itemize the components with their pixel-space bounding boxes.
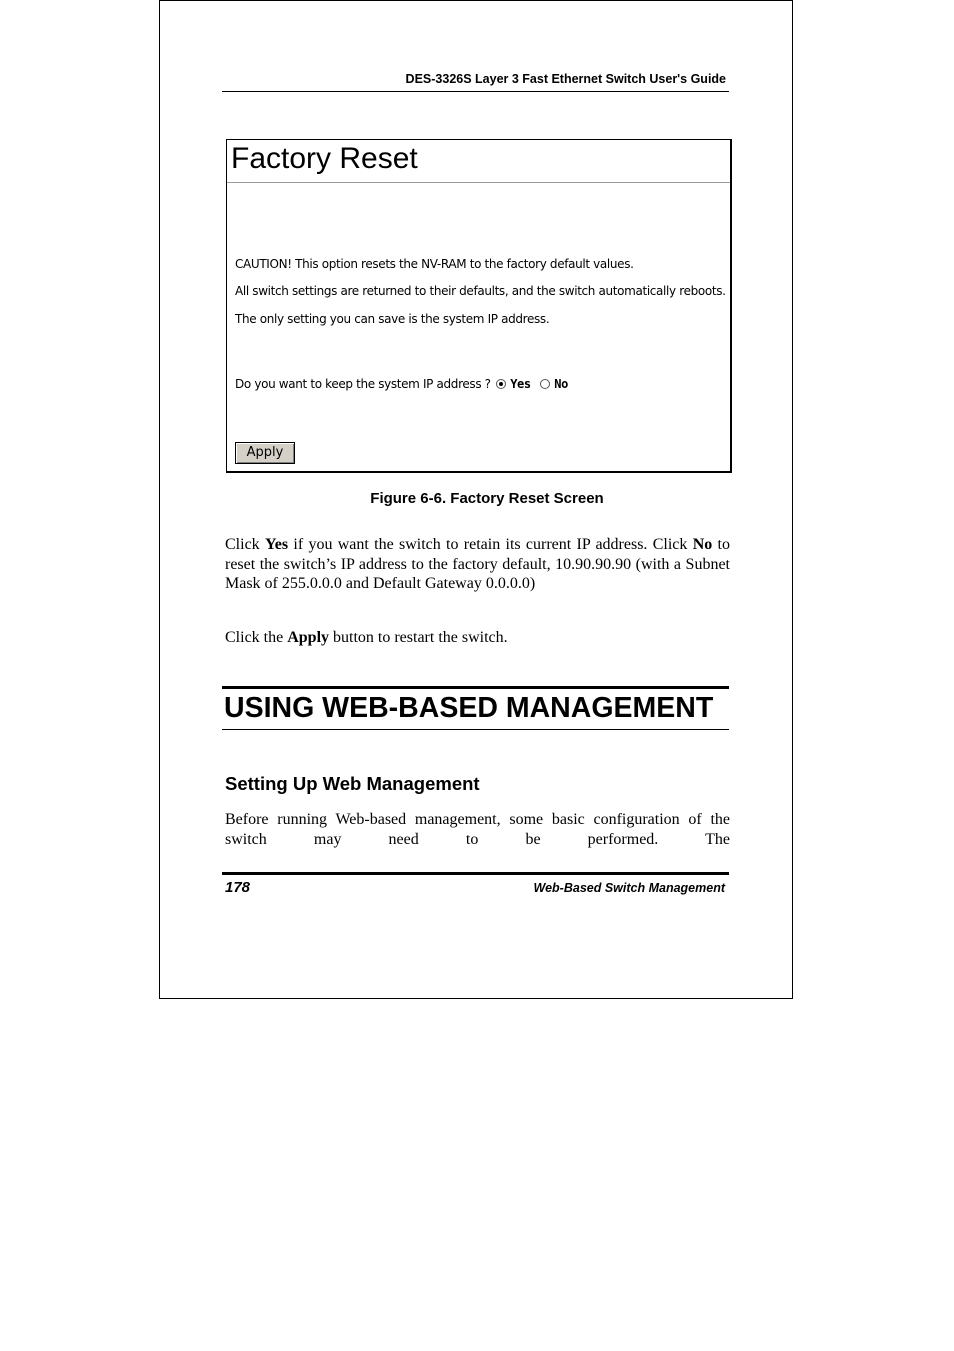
radio-no[interactable] bbox=[540, 379, 550, 389]
text-run: to reset the switch’s IP address to the factory default, 10.90.90.90 (with a Subnet Mask of 255.0.0.0 and Default Gateway 0.0.0.0) bbox=[225, 536, 731, 592]
radio-yes[interactable] bbox=[496, 379, 506, 389]
bold-yes: Yes bbox=[264, 536, 289, 553]
paragraph-apply bbox=[225, 628, 730, 648]
footer-rule bbox=[222, 872, 729, 875]
bold-apply: Apply bbox=[287, 629, 330, 646]
figure-title-rule bbox=[227, 182, 730, 183]
caution-line-2: All switch settings are returned to their defaults, and the switch automatically reboots. bbox=[235, 284, 726, 298]
subsection-heading: Setting Up Web Management bbox=[225, 773, 480, 794]
page-number: 178 bbox=[225, 879, 251, 896]
footer-title: Web-Based Switch Management bbox=[533, 881, 725, 895]
text-run: if you want the switch to retain its current IP address. Click bbox=[288, 536, 693, 553]
paragraph-setup: Before running Web-based management, some basic configuration of the switch may need to be performed. The bbox=[225, 811, 730, 848]
text-run: Click the bbox=[225, 629, 288, 646]
caution-line-1: CAUTION! This option resets the NV-RAM to the factory default values. bbox=[235, 257, 634, 271]
keep-ip-question-row bbox=[235, 377, 572, 391]
radio-yes-label: Yes bbox=[510, 377, 531, 391]
apply-button[interactable]: Apply bbox=[235, 442, 295, 464]
keep-ip-question: Do you want to keep the system IP address ? bbox=[235, 377, 491, 391]
paragraph-yes-no bbox=[225, 535, 730, 594]
section-heading: USING WEB-BASED MANAGEMENT bbox=[224, 692, 714, 724]
figure-caption: Figure 6-6. Factory Reset Screen bbox=[370, 490, 604, 507]
header-rule bbox=[222, 91, 729, 92]
radio-no-label: No bbox=[554, 377, 569, 391]
factory-reset-screenshot bbox=[226, 139, 732, 473]
text-run: Click bbox=[225, 536, 265, 553]
bold-no: No bbox=[692, 536, 713, 553]
section-rule-top bbox=[222, 686, 729, 689]
figure-title: Factory Reset bbox=[231, 142, 418, 175]
running-header: DES-3326S Layer 3 Fast Ethernet Switch User's Guide bbox=[405, 72, 726, 86]
section-rule-bottom bbox=[222, 729, 729, 730]
text-run: button to restart the switch. bbox=[329, 629, 508, 646]
caution-line-3: The only setting you can save is the system IP address. bbox=[235, 312, 550, 326]
